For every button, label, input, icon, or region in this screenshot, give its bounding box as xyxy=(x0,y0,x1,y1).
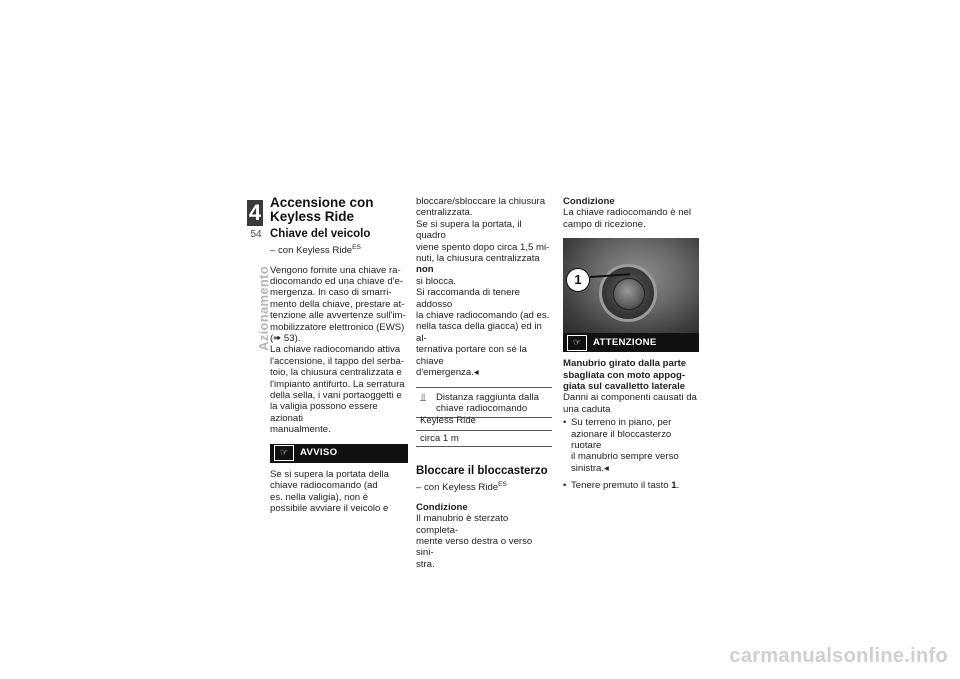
paragraph-range: bloccare/sbloccare la chiusura centralizzata. Se si supera la portata, il quadro viene spento dopo circa 1,5 mi- nuti, la chiusura centralizzata non si blocca. Si raccomanda di tenere addosso la chiave radiocomando (ad es. nella tasca della giacca) ed in al- ternativa portare con sé la chiave d'emergenza.◂ xyxy=(416,196,550,379)
section-heading-2: Bloccare il bloccasterzo xyxy=(416,465,548,478)
spec-value: circa 1 m xyxy=(420,432,459,444)
warning-title: Manubrio girato dalla parte sbagliata con moto appog- giata sul cavalletto laterale xyxy=(563,358,687,393)
warning-text: Danni ai componenti causati da una caduta xyxy=(563,392,697,415)
hand-warning-icon: ☞ xyxy=(567,335,587,351)
list-item: • Su terreno in piano, per azionare il bloccasterzo ruotare il manubrio sempre verso sinistra.◂ xyxy=(563,417,699,474)
condition-label: Condizione xyxy=(563,196,615,207)
warning-text: Se si supera la portata della chiave radiocomando (ad es. nella valigia), non è possibile avviare il veicolo e xyxy=(270,468,389,514)
condition-text: La chiave radiocomando è nel campo di ricezione. xyxy=(563,207,692,230)
condition-label: Condizione xyxy=(416,501,468,513)
ignition-photo xyxy=(563,238,699,333)
page-title: Accensione con Keyless Ride xyxy=(270,195,374,224)
instruction-list xyxy=(563,417,699,491)
paragraph-keys: Vengono fornite una chiave ra- diocomando ed una chiave d'e- mergenza. In caso di smarri- mento della chiave, prestare at- tenzione alle avvertenze sull'im- mobilizzatore elettronico (EWS) (➠ 53). La chiave radiocomando attiva l'accensione, il tappo del serba- toio, la chiusura centralizzata e l'impianto antifurto. La serratura della sella, i vani portaoggetti e la valigia possono essere azionati manualmente. xyxy=(270,265,408,436)
section-condition: – con Keyless Ride$^{ES}$ xyxy=(270,244,361,257)
chapter-tab: 4 xyxy=(248,200,262,225)
list-item: • Tenere premuto il tasto 1. xyxy=(563,480,699,491)
condition-text: Il manubrio è sterzato completa- mente verso destra o verso sini- stra. xyxy=(416,513,533,570)
column-3 xyxy=(563,196,699,498)
page-reference[interactable]: (➠ 53). xyxy=(270,333,301,345)
spec-label-tail: Keyless Ride xyxy=(416,415,552,430)
page-number: 54 xyxy=(250,229,262,240)
ignition-knob xyxy=(613,278,645,310)
watermark: carmanualsonline.info xyxy=(729,645,948,667)
column-2 xyxy=(416,196,552,570)
tool-spec-icon: ⫫ xyxy=(420,391,427,404)
spec-table xyxy=(416,387,552,448)
column-1 xyxy=(270,196,408,514)
hand-warning-icon: ☞ xyxy=(274,445,294,461)
warning-bar-attenzione: ☞ ATTENZIONE xyxy=(563,333,699,352)
section-condition-2: – con Keyless Ride$^{ES}$ xyxy=(416,481,507,494)
section-label: Azionamento xyxy=(256,266,271,351)
section-heading: Chiave del veicolo xyxy=(270,228,371,240)
callout-marker: 1 xyxy=(566,268,590,292)
warning-bar-avviso: ☞ AVVISO xyxy=(270,444,408,463)
spec-label-row: ⫫ Distanza raggiunta dalla chiave radiocomando xyxy=(416,388,552,419)
